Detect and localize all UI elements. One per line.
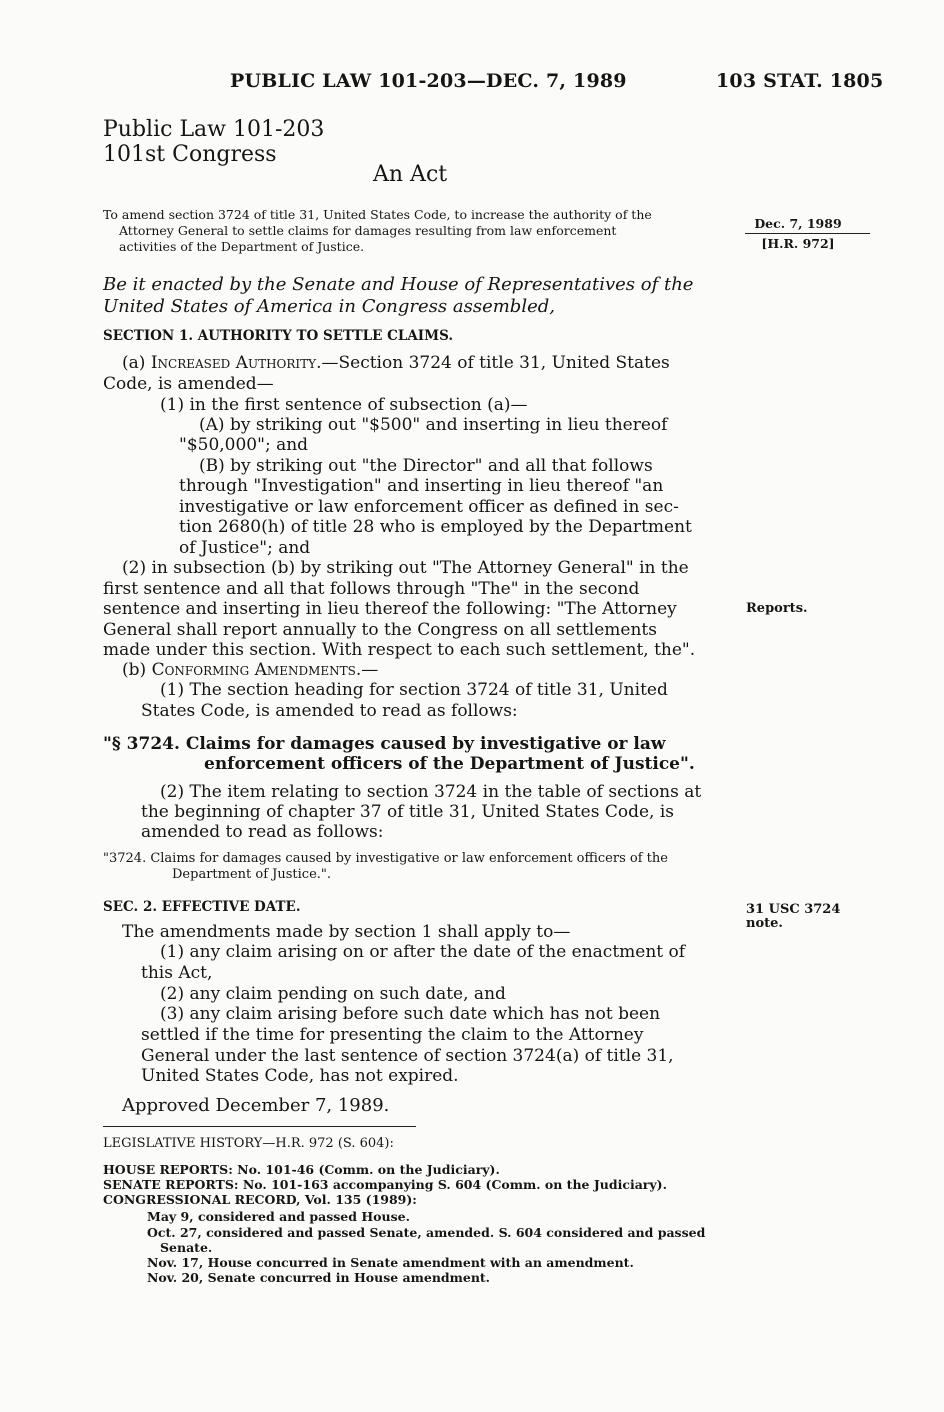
- act-purpose: [103, 207, 723, 255]
- section-1-heading: SECTION 1. AUTHORITY TO SETTLE CLAIMS.: [103, 328, 454, 344]
- paragraph-2-line: General shall report annually to the Congress on all settlements: [103, 620, 657, 640]
- house-reports-line: HOUSE REPORTS: No. 101-46 (Comm. on the Judiciary).: [103, 1162, 500, 1177]
- section-3724-heading-line: "§ 3724. Claims for damages caused by investigative or law: [103, 734, 666, 754]
- subsection-b-text: —: [361, 660, 379, 680]
- subsection-b-line: [122, 660, 378, 681]
- subsection-label: (b): [122, 660, 152, 680]
- section-2-paragraph-2: (2) any claim pending on such date, and: [160, 984, 506, 1004]
- purpose-line: To amend section 3724 of title 31, United States Code, to increase the authority of the: [103, 207, 652, 222]
- usc-margin-note-2: note.: [746, 916, 783, 931]
- approval-date: Approved December 7, 1989.: [122, 1095, 390, 1116]
- section-2-paragraph-3: General under the last sentence of section 3724(a) of title 31,: [141, 1046, 674, 1066]
- subsection-label: (a): [122, 353, 151, 373]
- paragraph-b1-line: (1) The section heading for section 3724 of title 31, United: [160, 680, 668, 700]
- history-entry: Nov. 20, Senate concurred in House amendment.: [147, 1270, 491, 1285]
- reports-margin-note: Reports.: [746, 601, 808, 616]
- congress-number: 101st Congress: [103, 142, 277, 167]
- history-entry: Oct. 27, considered and passed Senate, amended. S. 604 considered and passed: [147, 1225, 706, 1240]
- an-act-title: An Act: [373, 162, 448, 187]
- enacting-line: Be it enacted by the Senate and House of Representatives of the: [103, 274, 694, 295]
- section-2-paragraph-3: United States Code, has not expired.: [141, 1066, 459, 1086]
- clause-b-line: investigative or law enforcement officer as defined in sec-: [179, 497, 679, 517]
- history-entry: May 9, considered and passed House.: [147, 1209, 410, 1224]
- table-of-sections-line: "3724. Claims for damages caused by investigative or law enforcement officers of the: [103, 851, 668, 866]
- subsection-a-text: —Section 3724 of title 31, United States: [321, 353, 670, 373]
- usc-margin-note: 31 USC 3724: [746, 902, 841, 917]
- clause-b-line: (B) by striking out "the Director" and all that follows: [199, 456, 653, 476]
- history-entry: Senate.: [160, 1240, 213, 1255]
- paragraph-1: (1) in the first sentence of subsection (a)—: [160, 395, 528, 415]
- clause-a-line: (A) by striking out "$500" and inserting in lieu thereof: [199, 415, 668, 435]
- paragraph-2-line: first sentence and all that follows through "The" in the second: [103, 579, 640, 599]
- public-law-number: Public Law 101-203: [103, 117, 325, 142]
- legislative-history-rule: [103, 1126, 416, 1127]
- history-entry: Nov. 17, House concurred in Senate amendment with an amendment.: [147, 1255, 634, 1270]
- subsection-b-title: Conforming Amendments.: [151, 660, 362, 680]
- paragraph-2-line: (2) in subsection (b) by striking out "The Attorney General" in the: [122, 558, 689, 578]
- purpose-line: Attorney General to settle claims for damages resulting from law enforcement: [119, 223, 617, 238]
- enacting-clause: [103, 274, 723, 318]
- clause-a-line: "$50,000"; and: [179, 435, 309, 455]
- subsection-a-line: [122, 353, 670, 374]
- text-line: Code, is amended—: [103, 374, 274, 394]
- section-3724-heading-line: enforcement officers of the Department of Justice".: [204, 754, 695, 774]
- section-2-paragraph-3: settled if the time for presenting the claim to the Attorney: [141, 1025, 644, 1045]
- enacting-line: United States of America in Congress assembled,: [103, 296, 555, 317]
- section-2-intro: The amendments made by section 1 shall apply to—: [122, 922, 571, 942]
- paragraph-b2-line: (2) The item relating to section 3724 in the table of sections at: [160, 782, 702, 802]
- clause-b-line: of Justice"; and: [179, 538, 311, 558]
- purpose-line: activities of the Department of Justice.: [119, 239, 365, 254]
- page-number: 103 STAT. 1805: [716, 70, 884, 92]
- legislative-history-heading: LEGISLATIVE HISTORY—H.R. 972 (S. 604):: [103, 1136, 394, 1151]
- clause-b-line: through "Investigation" and inserting in lieu thereof "an: [179, 476, 664, 496]
- section-2-paragraph-1: (1) any claim arising on or after the date of the enactment of: [160, 942, 686, 962]
- bill-number-note: [H.R. 972]: [761, 236, 835, 251]
- table-of-sections-line: Department of Justice.".: [172, 867, 332, 882]
- paragraph-2-line: made under this section. With respect to each such settlement, the".: [103, 640, 696, 660]
- running-header-title: PUBLIC LAW 101-203—DEC. 7, 1989: [230, 70, 627, 92]
- paragraph-b2-line: amended to read as follows:: [141, 822, 384, 842]
- section-2-paragraph-3: (3) any claim arising before such date which has not been: [160, 1004, 661, 1024]
- sidebar-divider: [745, 233, 870, 234]
- congressional-record-line: CONGRESSIONAL RECORD, Vol. 135 (1989):: [103, 1192, 417, 1207]
- clause-b-line: tion 2680(h) of title 28 who is employed by the Department: [179, 517, 692, 537]
- section-2-paragraph-1: this Act,: [141, 963, 213, 983]
- senate-reports-line: SENATE REPORTS: No. 101-163 accompanying S. 604 (Comm. on the Judiciary).: [103, 1177, 667, 1192]
- paragraph-b2-line: the beginning of chapter 37 of title 31, United States Code, is: [141, 802, 675, 822]
- paragraph-b1-line: States Code, is amended to read as follows:: [141, 701, 518, 721]
- section-2-heading: SEC. 2. EFFECTIVE DATE.: [103, 899, 301, 915]
- subsection-a-title: Increased Authority.: [150, 353, 322, 373]
- enactment-date-note: Dec. 7, 1989: [754, 216, 842, 231]
- paragraph-2-line: sentence and inserting in lieu thereof the following: "The Attorney: [103, 599, 677, 619]
